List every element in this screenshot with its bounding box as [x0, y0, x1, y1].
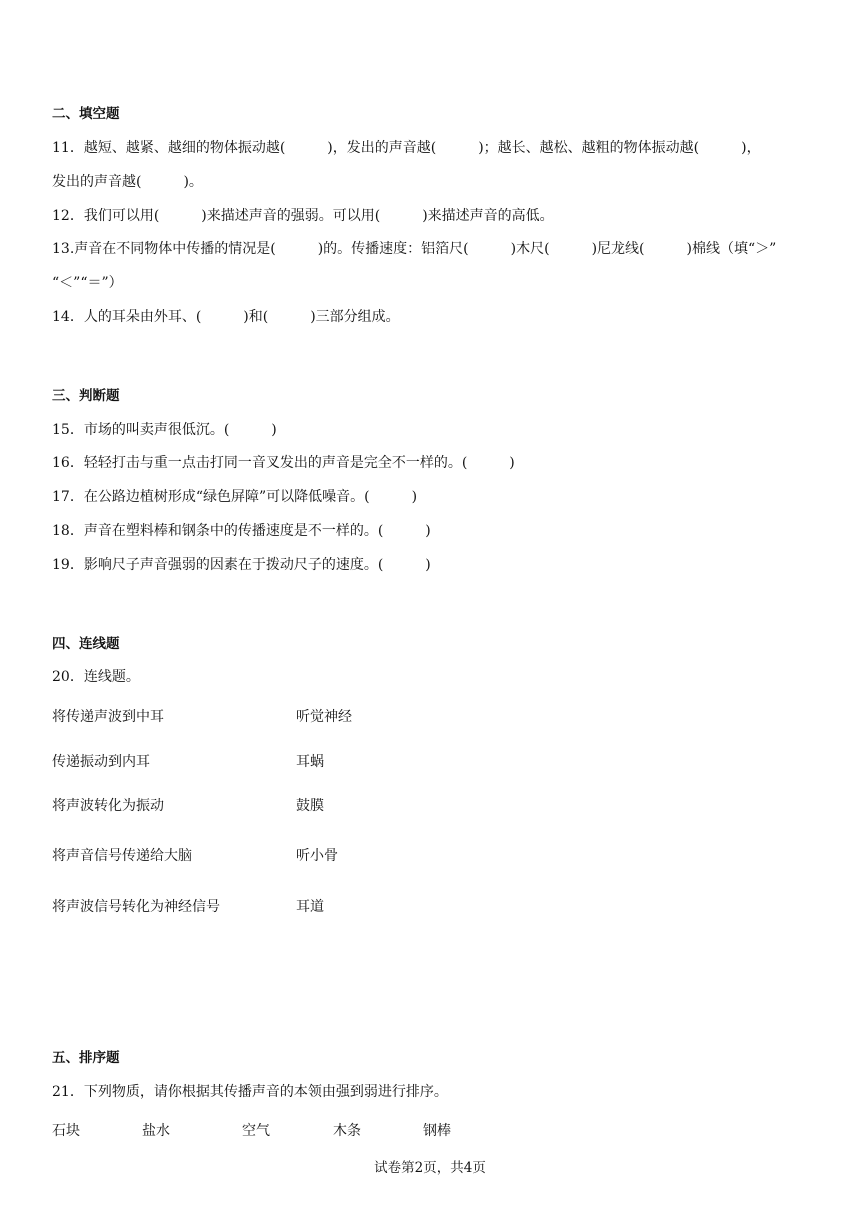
question-18: 18．声音在塑料棒和钢条中的传播速度是不一样的。( )	[52, 523, 431, 539]
match-left-item: 传递振动到内耳	[52, 754, 150, 770]
question-16: 16．轻轻打击与重一点击打同一音叉发出的声音是完全不一样的。( )	[52, 455, 515, 471]
question-14: 14．人的耳朵由外耳、( )和( )三部分组成。	[52, 309, 400, 325]
match-right-item: 耳道	[296, 899, 324, 915]
question-15: 15．市场的叫卖声很低沉。( )	[52, 422, 277, 438]
page-footer: 试卷第2页，共4页	[374, 1160, 486, 1176]
match-right-item: 耳蜗	[296, 754, 324, 770]
question-21: 21．下列物质，请你根据其传播声音的本领由强到弱进行排序。	[52, 1084, 448, 1100]
question-11-line-2: 发出的声音越( )。	[52, 174, 203, 190]
match-right-item: 鼓膜	[296, 798, 324, 814]
order-item: 钢棒	[423, 1123, 451, 1139]
question-12: 12．我们可以用( )来描述声音的强弱。可以用( )来描述声音的高低。	[52, 208, 554, 224]
question-17: 17．在公路边植树形成“绿色屏障”可以降低噪音。( )	[52, 489, 418, 505]
order-item: 盐水	[142, 1123, 170, 1139]
match-left-item: 将传递声波到中耳	[52, 709, 164, 725]
section-title-fill: 二、填空题	[52, 106, 120, 122]
order-item: 空气	[242, 1123, 270, 1139]
match-left-item: 将声音信号传递给大脑	[52, 848, 192, 864]
match-left-item: 将声波转化为振动	[52, 798, 164, 814]
section-title-judge: 三、判断题	[52, 388, 120, 404]
match-right-item: 听觉神经	[296, 709, 352, 725]
question-13-line-2: “＜”“＝”）	[52, 275, 123, 291]
question-20: 20．连线题。	[52, 669, 140, 685]
question-19: 19．影响尺子声音强弱的因素在于拨动尺子的速度。( )	[52, 557, 431, 573]
match-left-item: 将声波信号转化为神经信号	[52, 899, 220, 915]
section-title-match: 四、连线题	[52, 636, 120, 652]
order-item: 木条	[333, 1123, 361, 1139]
section-title-order: 五、排序题	[52, 1050, 120, 1066]
match-right-item: 听小骨	[296, 848, 338, 864]
question-13-line-1: 13.声音在不同物体中传播的情况是( )的。传播速度：铝箔尺( )木尺( )尼龙线( )棉线（填“＞”	[52, 241, 777, 257]
order-item: 石块	[52, 1123, 80, 1139]
question-11-line-1: 11．越短、越紧、越细的物体振动越( )，发出的声音越( )；越长、越松、越粗的物体振动越( )，	[52, 140, 761, 156]
